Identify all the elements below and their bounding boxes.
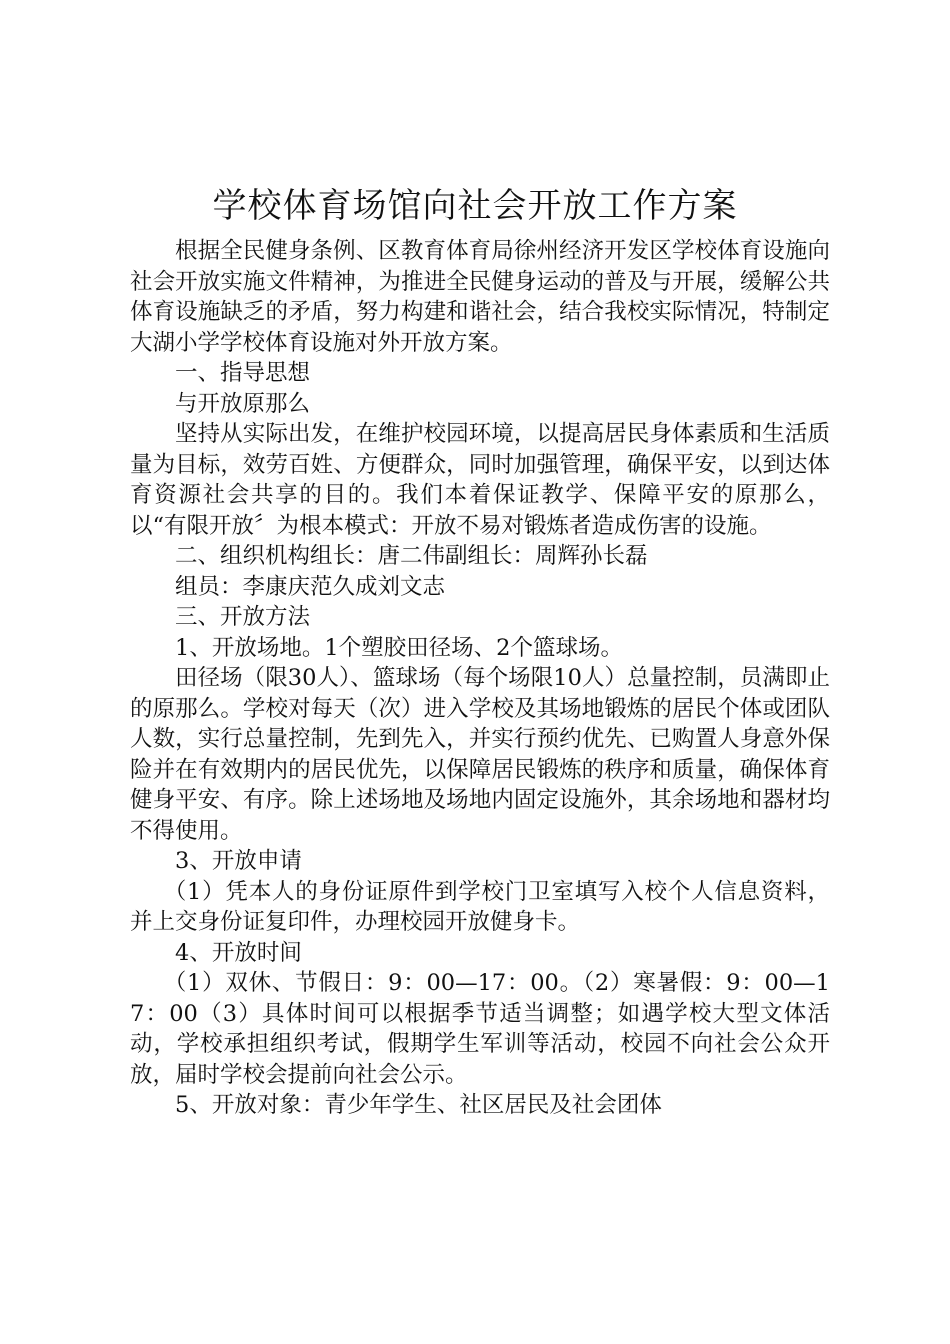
opening-hours-paragraph: （1）双休、节假日：9：00—17：00。（2）寒暑假：9：00—17：00（3）具体时间可以根据季节适当调整；如遇学校大型文体活动，学校承担组织考试，假期学生军训等活动，校园不向社会公众开放，届时学校会提前向社会公示。	[130, 970, 830, 1088]
intro-paragraph: 根据全民健身条例、区教育体育局徐州经济开发区学校体育设施向社会开放实施文件精神，为推进全民健身运动的普及与开展，缓解公共体育设施缺乏的矛盾，努力构建和谐社会，结合我校实际情况，特制定大湖小学学校体育设施对外开放方案。	[130, 238, 830, 356]
section-heading-opening-hours: 4、开放时间	[175, 939, 302, 966]
section-heading-application: 3、开放申请	[175, 848, 302, 874]
principles-paragraph: 坚持从实际出发，在维护校园环境，以提高居民身体素质和生活质量为目标，效劳百姓、方便群众，同时加强管理，确保平安，以到达体育资源社会共享的目的。我们本着保证教学、保障平安的原那么，以“有限开放〞为根本模式：开放不易对锻炼者造成伤害的设施。	[130, 421, 830, 539]
organization-members: 组员：李康庆范久成刘文志	[175, 573, 446, 600]
section-heading-opening-methods: 三、开放方法	[175, 604, 311, 630]
document-title: 学校体育场馆向社会开放工作方案	[212, 186, 738, 226]
application-paragraph: （1）凭本人的身份证原件到学校门卫室填写入校个人信息资料，并上交身份证复印件，办理校园开放健身卡。	[130, 878, 830, 935]
section-subheading-opening-principles: 与开放原那么	[175, 390, 311, 417]
document-body	[130, 236, 830, 1121]
capacity-control-paragraph: 田径场（限30人）、篮球场（每个场限10人）总量控制，员满即止的原那么。学校对每天（次）进入学校及其场地锻炼的居民个体或团队人数，实行总量控制，先到先入，并实行预约优先、已购置人身意外保险并在有效期内的居民优先，以保障居民锻炼的秩序和质量，确保体育健身平安、有序。除上述场地及场地内固定设施外，其余场地和器材均不得使用。	[130, 665, 830, 844]
section-heading-guiding-ideology: 一、指导思想	[175, 360, 311, 386]
organization-leaders: 二、组织机构组长：唐二伟副组长：周辉孙长磊	[175, 543, 648, 569]
opening-audience: 5、开放对象：青少年学生、社区居民及社会团体	[175, 1092, 662, 1118]
opening-venues: 1、开放场地。1个塑胶田径场、2个篮球场。	[175, 634, 623, 661]
